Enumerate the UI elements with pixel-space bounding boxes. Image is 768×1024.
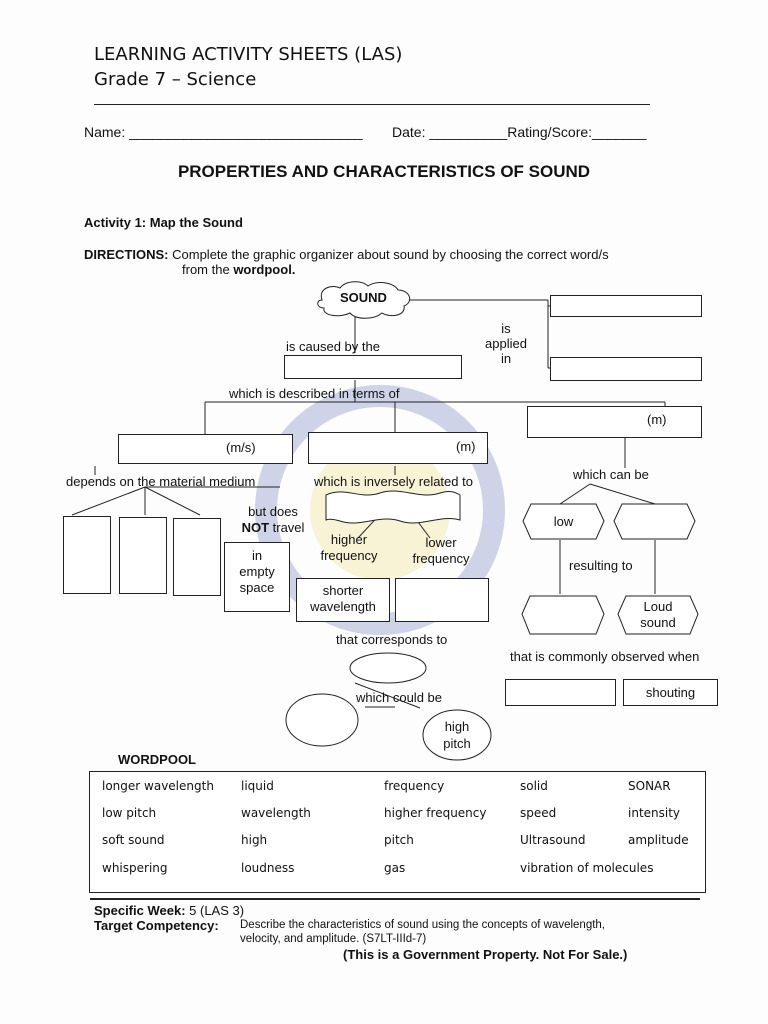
applied-text: applied	[485, 336, 527, 351]
wordpool-word: Ultrasound	[520, 833, 586, 847]
loud-word: Loud	[643, 599, 673, 614]
in-text: in	[500, 351, 512, 366]
corresponds-label: that corresponds to	[336, 632, 448, 647]
week-value: 5 (LAS 3)	[189, 903, 245, 918]
wordpool-word: low pitch	[102, 806, 157, 820]
high-word: high	[444, 719, 470, 734]
wordpool-word: amplitude	[628, 833, 689, 847]
is-text: is	[501, 321, 511, 336]
wordpool-word: gas	[384, 861, 406, 875]
medium-answer-1[interactable]	[63, 516, 111, 594]
speed-answer[interactable]	[118, 434, 293, 464]
blank-hexagon	[614, 504, 695, 539]
wordpool-word: frequency	[384, 779, 445, 793]
wordpool-word: longer wavelength	[102, 779, 214, 793]
but-does-text: but does	[248, 504, 298, 519]
page-title: PROPERTIES AND CHARACTERISTICS OF SOUND	[177, 162, 591, 181]
government-notice: (This is a Government Property. Not For Sale.)	[343, 947, 628, 962]
applied-answer-2[interactable]	[550, 357, 702, 381]
wordpool-word: SONAR	[628, 779, 671, 793]
specific-week	[94, 903, 244, 918]
wordpool-word: whispering	[102, 861, 168, 875]
wavy-box	[326, 491, 460, 523]
blank-circle	[286, 694, 358, 746]
higher-frequency-label	[310, 532, 388, 564]
medium-answer-2[interactable]	[119, 517, 167, 594]
wordpool-word: high	[241, 833, 268, 847]
wordpool-word: pitch	[384, 833, 414, 847]
sound-word: sound	[640, 615, 676, 630]
footer-rule	[90, 898, 700, 900]
caused-by-label: is caused by the	[286, 339, 380, 354]
directions-text: Complete the graphic organizer about sound by choosing the correct word/s	[172, 247, 609, 262]
competency-text-1: Describe the characteristics of sound using the concepts of wavelength,	[240, 919, 606, 931]
competency-label: Target Competency:	[94, 918, 219, 933]
header-las: LEARNING ACTIVITY SHEETS (LAS)	[94, 44, 403, 65]
wavelength-word: wavelength	[310, 599, 376, 614]
not-text: NOT	[241, 520, 270, 535]
frequency-word-1: frequency	[320, 548, 378, 563]
result-hexagon	[522, 596, 604, 634]
space-word: space	[239, 580, 275, 595]
is-applied-in	[478, 321, 534, 366]
sound-label: SOUND	[340, 290, 387, 305]
lower-frequency-label	[402, 535, 480, 567]
high-pitch-label	[423, 718, 491, 752]
activity-title: Activity 1: Map the Sound	[84, 215, 243, 230]
travel-text: travel	[272, 520, 305, 535]
wordpool-word: speed	[520, 806, 557, 820]
shouting-box: shouting	[623, 679, 718, 706]
wordpool-word: loudness	[241, 861, 295, 875]
low-label: low	[553, 514, 574, 529]
directions-from: from the	[182, 262, 230, 277]
wordpool-word: liquid	[241, 779, 274, 793]
wordpool-word: higher frequency	[384, 806, 487, 820]
pitch-word: pitch	[443, 736, 471, 751]
directions-wordpool: wordpool.	[233, 262, 296, 277]
wordpool-word: solid	[520, 779, 548, 793]
pitch-ellipse	[350, 653, 426, 683]
amplitude-answer[interactable]	[527, 406, 702, 438]
date-score-field[interactable]: Date: __________Rating/Score:_______	[392, 124, 647, 140]
unit-m-mid: (m)	[456, 439, 476, 454]
wordpool-word: vibration of molecules	[520, 861, 654, 875]
frequency-word-2: frequency	[412, 551, 470, 566]
cause-answer[interactable]	[284, 355, 462, 379]
wordpool-word: intensity	[628, 806, 681, 820]
competency-text-2: velocity, and amplitude. (S7LT-IIId-7)	[240, 933, 427, 945]
resulting-to-label: resulting to	[569, 558, 633, 573]
wordpool-word: wavelength	[241, 806, 311, 820]
not-travel-line	[238, 520, 308, 536]
depends-label: depends on the material medium	[66, 474, 256, 489]
observed-label: that is commonly observed when	[510, 649, 700, 664]
which-can-be-label: which can be	[573, 467, 649, 482]
shorter-word: shorter	[322, 583, 364, 598]
applied-answer-1[interactable]	[550, 295, 702, 317]
directions-label: DIRECTIONS:	[84, 247, 169, 262]
observed-answer[interactable]	[505, 679, 616, 706]
higher-word: higher	[330, 532, 368, 547]
empty-space-box	[224, 542, 290, 612]
unit-ms: (m/s)	[226, 440, 256, 455]
medium-answer-3[interactable]	[173, 518, 221, 596]
in-word: in	[251, 548, 263, 563]
shorter-wavelength-box	[296, 578, 390, 622]
described-label: which is described in terms of	[229, 386, 400, 401]
header-grade: Grade 7 – Science	[94, 69, 257, 90]
wordpool-word: soft sound	[102, 833, 165, 847]
empty-word: empty	[239, 564, 275, 579]
unit-m-right: (m)	[647, 412, 667, 427]
wordpool-title: WORDPOOL	[118, 752, 196, 767]
name-field[interactable]: Name: ______________________________	[84, 124, 363, 140]
longer-answer[interactable]	[395, 578, 489, 622]
week-label: Specific Week:	[94, 903, 186, 918]
could-be-label: which could be	[356, 690, 442, 705]
but-does-not-travel	[238, 504, 308, 536]
lower-word: lower	[425, 535, 457, 550]
loud-sound-label	[618, 599, 698, 631]
inversely-label: which is inversely related to	[314, 474, 473, 489]
